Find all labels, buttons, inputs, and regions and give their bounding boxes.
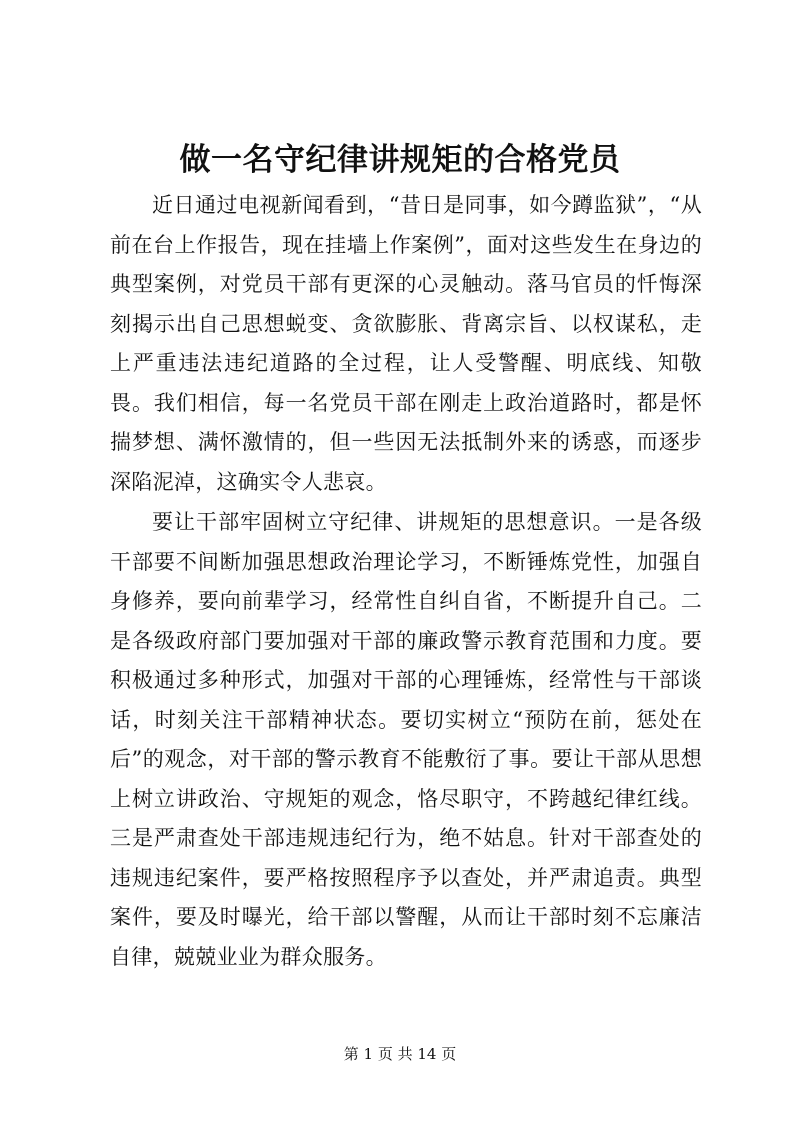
document-title: 做一名守纪律讲规矩的合格党员 xyxy=(179,142,621,178)
paragraph-text: 近日通过电视新闻看到，“昔日是同事，如今蹲监狱”，“从前在台上作报告，现在挂墙上作案例”，面对这些发生在身边的典型案例，对党员干部有更深的心灵触动。落马官员的忏悔深刻揭示出自己思想蜕变、贪欲膨胀、背离宗旨、以权谋私，走上严重违法违纪道路的全过程，让人受警醒、明底线、知敬畏。我们相信，每一名党员干部在刚走上政治道路时，都是怀揣梦想、满怀激情的，但一些因无法抵制外来的诱惑，而逐步深陷泥淖，这确实令人悲哀。 xyxy=(110,193,702,494)
page-footer: 第 1 页 共 14 页 xyxy=(343,1045,457,1063)
paragraph-text: 要让干部牢固树立守纪律、讲规矩的思想意识。一是各级干部要不间断加强思想政治理论学习，不断锤炼党性，加强自身修养，要向前辈学习，经常性自纠自省，不断提升自己。二是各级政府部门要加强对干部的廉政警示教育范围和力度。要积极通过多种形式，加强对干部的心理锤炼，经常性与干部谈话，时刻关注干部精神状态。要切实树立“预防在前，惩处在后”的观念，对干部的警示教育不能敷衍了事。要让干部从思想上树立讲政治、守规矩的观念，恪尽职守，不跨越纪律红线。三是严肃查处干部违规违纪行为，绝不姑息。针对干部查处的违规违纪案件，要严格按照程序予以查处，并严肃追责。典型案件，要及时曝光，给干部以警醒，从而让干部时刻不忘廉洁自律，兢兢业业为群众服务。 xyxy=(110,510,702,969)
body-paragraph-1 xyxy=(110,186,702,502)
body-paragraph-2 xyxy=(110,503,702,977)
